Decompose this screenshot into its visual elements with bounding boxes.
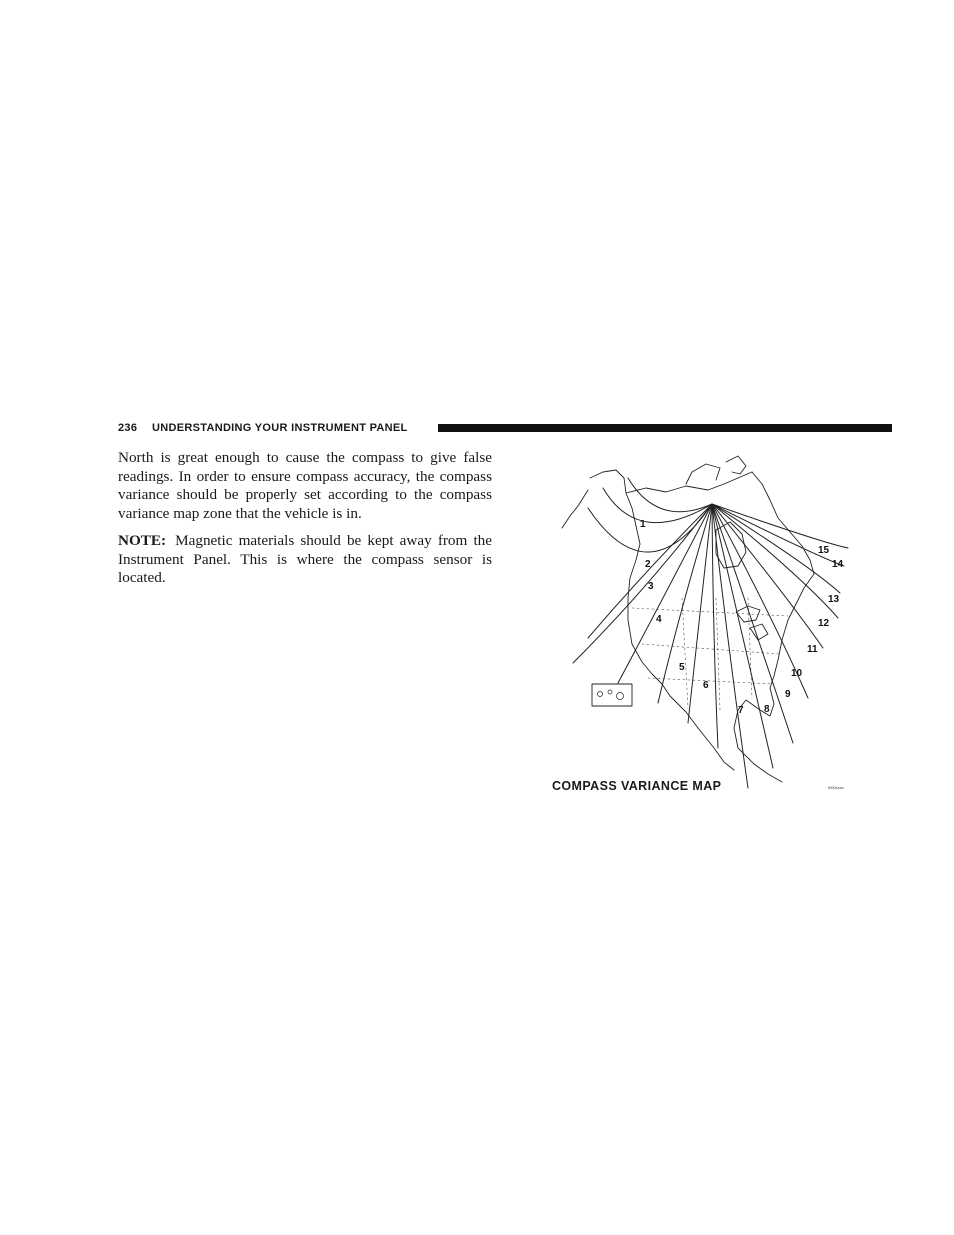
- zone-numbers: [640, 519, 844, 716]
- zone-lines: [573, 478, 848, 788]
- note-paragraph: [118, 532, 492, 588]
- zone-label-9: 9: [785, 689, 791, 700]
- figure-code: f000xxxx: [828, 785, 844, 790]
- zone-label-10: 10: [791, 668, 803, 679]
- header-rule: [438, 424, 892, 432]
- continent-outline: [562, 456, 814, 782]
- zone-label-15: 15: [818, 545, 830, 556]
- zone-label-5: 5: [679, 662, 685, 673]
- zone-label-13: 13: [828, 594, 840, 605]
- zone-label-6: 6: [703, 680, 709, 691]
- zone-label-7: 7: [738, 705, 744, 716]
- zone-label-14: 14: [832, 559, 844, 570]
- body-text-column: [118, 449, 492, 597]
- zone-label-1: 1: [640, 519, 646, 530]
- body-paragraph: North is great enough to cause the compass to give false readings. In order to ensure compass accuracy, the compass variance should be properly set according to the compass variance map zone that the vehicle is in.: [118, 449, 492, 522]
- zone-label-8: 8: [764, 704, 770, 715]
- compass-variance-map: [548, 448, 868, 798]
- compass-variance-map-figure: [548, 448, 868, 798]
- zone-label-3: 3: [648, 581, 654, 592]
- note-label: NOTE:: [118, 532, 167, 549]
- zone-label-4: 4: [656, 614, 662, 625]
- page-header: [118, 420, 892, 436]
- note-text: Magnetic materials should be kept away from the Instrument Panel. This is where the compass sensor is located.: [118, 532, 492, 586]
- hawaii-inset: [592, 684, 632, 706]
- page-number: 236: [118, 422, 138, 434]
- section-title: UNDERSTANDING YOUR INSTRUMENT PANEL: [152, 422, 408, 434]
- zone-label-12: 12: [818, 618, 830, 629]
- zone-label-2: 2: [645, 559, 651, 570]
- map-caption: COMPASS VARIANCE MAP: [552, 779, 722, 793]
- zone-label-11: 11: [807, 644, 818, 655]
